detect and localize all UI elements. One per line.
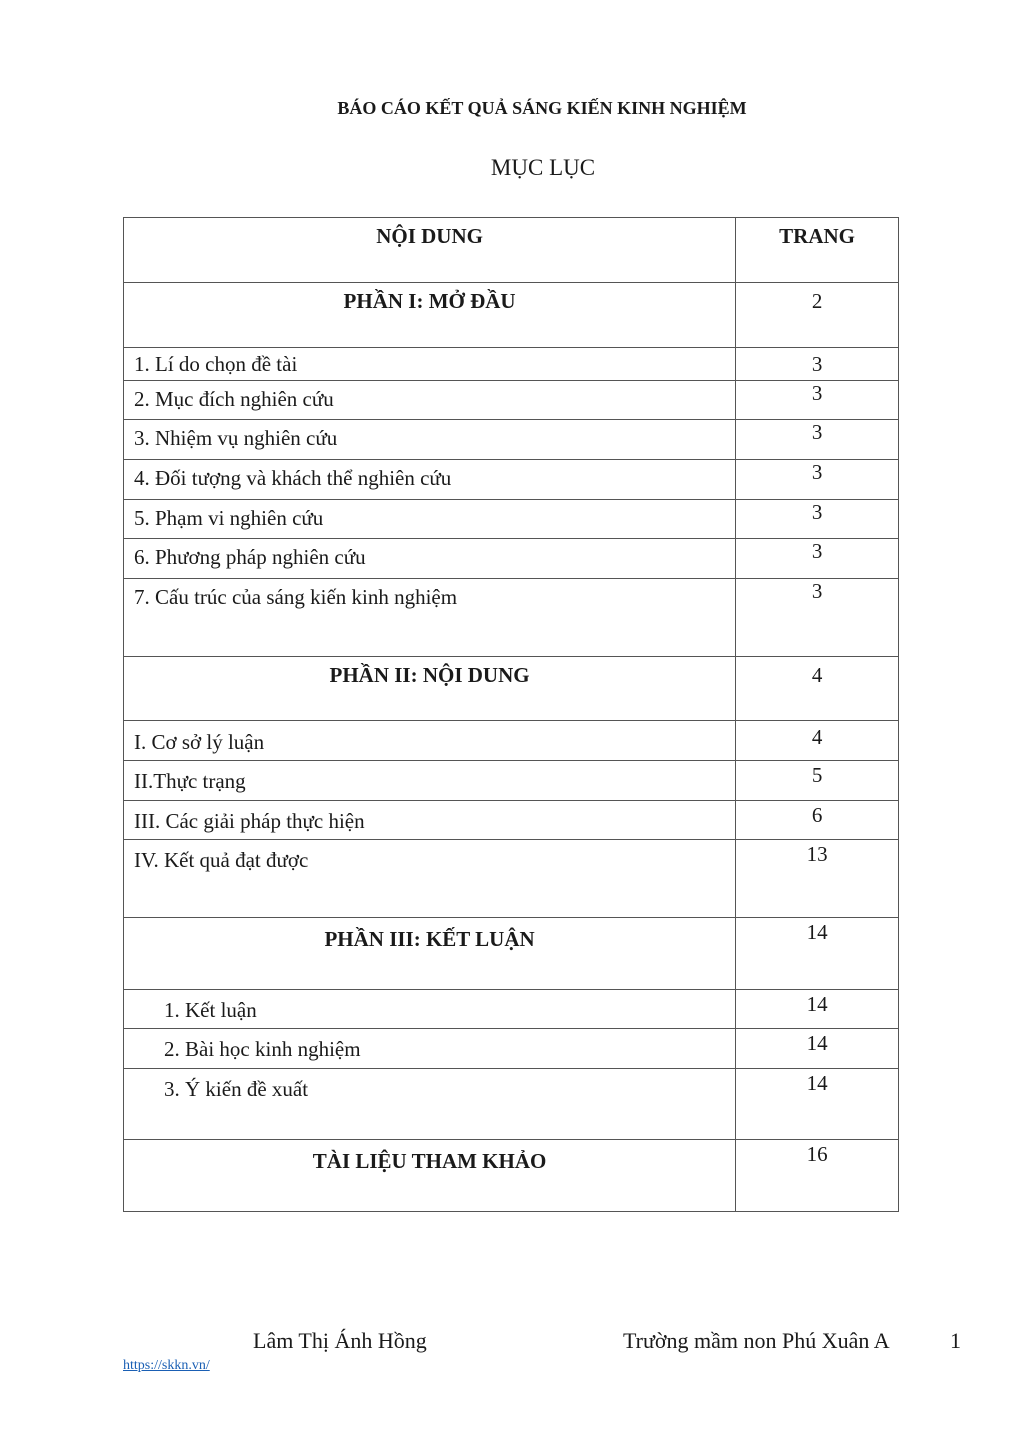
toc-row [124, 1069, 899, 1140]
toc-row-label: IV. Kết quả đạt được [124, 840, 736, 918]
toc-row [124, 283, 899, 348]
toc-row [124, 990, 899, 1029]
toc-row-page: 16 [736, 1140, 899, 1212]
toc-row-label: III. Các giải pháp thực hiện [124, 801, 736, 840]
report-header-title: BÁO CÁO KẾT QUẢ SÁNG KIẾN KINH NGHIỆM [337, 98, 747, 118]
toc-row-label: I. Cơ sở lý luận [124, 721, 736, 761]
toc-row [124, 420, 899, 460]
footer-school: Trường mầm non Phú Xuân A [623, 1328, 890, 1353]
toc-row [124, 381, 899, 420]
footer-page-number: 1 [950, 1328, 961, 1353]
toc-row-page: 4 [736, 721, 899, 761]
toc-row-page: 3 [736, 539, 899, 579]
toc-row-page: 3 [736, 460, 899, 500]
toc-row [124, 761, 899, 801]
toc-row-label: 5. Phạm vi nghiên cứu [124, 500, 736, 539]
toc-row-label: TÀI LIỆU THAM KHẢO [124, 1140, 736, 1212]
footer-link[interactable]: https://skkn.vn/ [123, 1358, 210, 1373]
toc-row-page: 2 [736, 283, 899, 348]
footer-author: Lâm Thị Ánh Hồng [253, 1328, 427, 1353]
toc-row [124, 1029, 899, 1069]
toc-row-page: 3 [736, 500, 899, 539]
toc-row-label: PHẦN II: NỘI DUNG [124, 657, 736, 721]
toc-row-label: 2. Mục đích nghiên cứu [124, 381, 736, 420]
toc-row [124, 460, 899, 500]
toc-row-label: 3. Ý kiến đề xuất [124, 1069, 736, 1140]
toc-row [124, 721, 899, 761]
toc-row [124, 1140, 899, 1212]
toc-row-label: 6. Phương pháp nghiên cứu [124, 539, 736, 579]
toc-row-label: PHẦN III: KẾT LUẬN [124, 918, 736, 990]
toc-row [124, 500, 899, 539]
toc-row-page: 3 [736, 381, 899, 420]
toc-row-label: 2. Bài học kinh nghiệm [124, 1029, 736, 1069]
toc-row-page: 14 [736, 1069, 899, 1140]
toc-header-page: TRANG [736, 218, 899, 283]
toc-row-label: 1. Kết luận [124, 990, 736, 1029]
toc-row [124, 348, 899, 381]
toc-row-page: 3 [736, 579, 899, 657]
toc-row-label: 3. Nhiệm vụ nghiên cứu [124, 420, 736, 460]
toc-header-content: NỘI DUNG [124, 218, 736, 283]
toc-row-page: 5 [736, 761, 899, 801]
toc-row-label: PHẦN I: MỞ ĐẦU [124, 283, 736, 348]
toc-row-page: 3 [736, 420, 899, 460]
toc-row-page: 13 [736, 840, 899, 918]
toc-row-page: 14 [736, 990, 899, 1029]
toc-row-label: 7. Cấu trúc của sáng kiến kinh nghiệm [124, 579, 736, 657]
toc-row-page: 6 [736, 801, 899, 840]
toc-row-page: 14 [736, 918, 899, 990]
toc-row-page: 14 [736, 1029, 899, 1069]
toc-row [124, 801, 899, 840]
toc-header-row [124, 218, 899, 283]
toc-row [124, 657, 899, 721]
toc-row [124, 539, 899, 579]
toc-row-page: 3 [736, 348, 899, 381]
toc-title: MỤC LỤC [490, 155, 596, 180]
toc-row-label: 4. Đối tượng và khách thể nghiên cứu [124, 460, 736, 500]
toc-row-page: 4 [736, 657, 899, 721]
toc-row [124, 840, 899, 918]
toc-row-label: 1. Lí do chọn đề tài [124, 348, 736, 381]
toc-table [123, 217, 899, 1212]
toc-row [124, 579, 899, 657]
toc-row-label: II.Thực trạng [124, 761, 736, 801]
toc-row [124, 918, 899, 990]
